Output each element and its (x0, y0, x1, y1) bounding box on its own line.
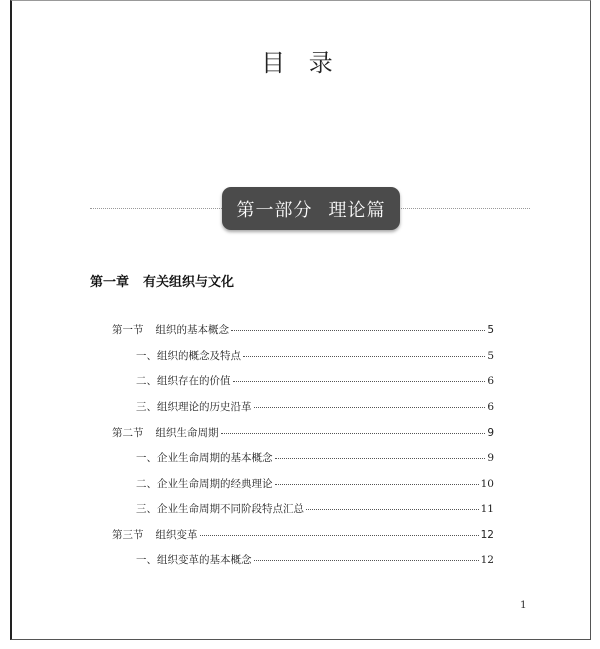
entry-page-number: 12 (480, 554, 494, 566)
dot-leader (275, 484, 479, 485)
entry-page-number: 11 (480, 503, 494, 515)
toc-section-entry[interactable] (112, 322, 494, 337)
subsection-title: 一、企业生命周期的基本概念 (136, 452, 273, 464)
subsection-title: 三、组织理论的历史沿革 (136, 401, 252, 413)
toc-subsection-entry[interactable] (136, 552, 494, 567)
entry-page-number: 9 (487, 427, 494, 439)
page-title: 目 录 (261, 49, 341, 77)
dot-leader (275, 458, 486, 459)
toc-subsection-entry[interactable] (136, 348, 494, 363)
subsection-title: 三、企业生命周期不同阶段特点汇总 (136, 503, 304, 515)
entry-page-number: 12 (480, 529, 494, 541)
entry-page-number: 6 (487, 401, 494, 413)
part-heading-box (222, 187, 400, 230)
section-number: 第一节 (112, 324, 144, 336)
entry-page-number: 5 (487, 324, 494, 336)
chapter-number: 第一章 (90, 275, 130, 290)
toc-section-entry[interactable] (112, 425, 494, 440)
toc-section-entry[interactable] (112, 527, 494, 542)
entry-page-number: 6 (487, 375, 494, 387)
subsection-title: 一、组织变革的基本概念 (136, 554, 252, 566)
entry-page-number: 9 (487, 452, 494, 464)
chapter-title: 有关组织与文化 (143, 275, 235, 290)
toc-subsection-entry[interactable] (136, 476, 494, 491)
subsection-title: 二、组织存在的价值 (136, 375, 231, 387)
dot-leader (306, 509, 479, 510)
part-number: 第一部分 (236, 199, 313, 221)
part-name: 理论篇 (328, 199, 386, 221)
subsection-title: 二、企业生命周期的经典理论 (136, 478, 273, 490)
chapter-heading (90, 271, 234, 290)
section-number: 第二节 (112, 427, 144, 439)
dot-leader (233, 381, 486, 382)
subsection-title: 一、组织的概念及特点 (136, 350, 241, 362)
dot-leader (254, 407, 486, 408)
dot-leader (254, 560, 479, 561)
dot-leader (200, 535, 479, 536)
dot-leader (243, 356, 485, 357)
toc-subsection-entry[interactable] (136, 373, 494, 388)
toc-subsection-entry[interactable] (136, 501, 494, 516)
section-title: 组织变革 (155, 529, 198, 541)
section-title: 组织的基本概念 (155, 324, 229, 336)
footer-page-number: 1 (520, 599, 527, 611)
entry-page-number: 10 (480, 478, 494, 490)
section-number: 第三节 (112, 529, 144, 541)
toc-subsection-entry[interactable] (136, 399, 494, 414)
entry-page-number: 5 (487, 350, 494, 362)
dot-leader (221, 433, 486, 434)
section-title: 组织生命周期 (155, 427, 219, 439)
document-page (10, 0, 591, 640)
dot-leader (231, 330, 485, 331)
toc-subsection-entry[interactable] (136, 450, 494, 465)
